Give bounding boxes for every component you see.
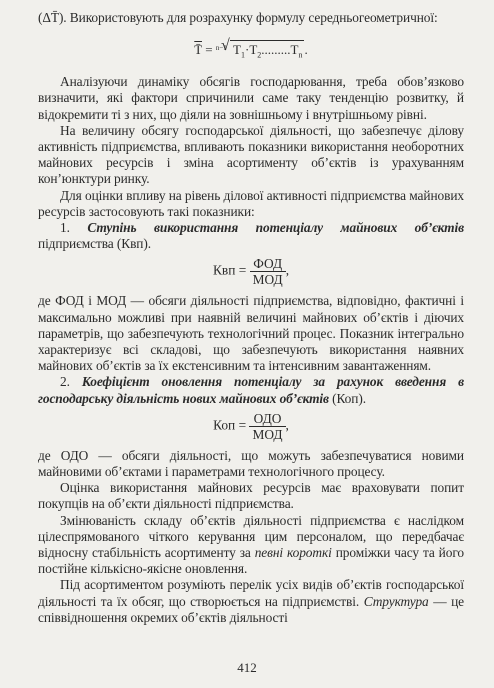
p10-a: Під асортиментом розуміють перелік усіх видів об’єктів господарської діяльності та їх обсяг, що створюється на підприємстві.: [38, 577, 464, 609]
paragraph-7: де ОДО — обсяги діяльності, що можуть забезпечуватися новими майновими об’єктами і параметрами технологічного процесу.: [38, 447, 464, 480]
formula-body: [194, 32, 307, 60]
formula-eq: =: [205, 42, 213, 58]
dot-a: ·: [244, 42, 250, 58]
dots: .........: [261, 42, 291, 58]
formula-kvp-fraction: [250, 256, 286, 287]
formula-lhs: T̄: [194, 42, 202, 58]
p4-suffix: підприємства (Квп).: [38, 236, 151, 252]
paragraph-4: [38, 220, 464, 252]
formula-kop: [38, 411, 464, 445]
formula-kop-num: ОДО: [249, 411, 285, 427]
p6-prefix: 2.: [60, 374, 82, 390]
page-number: 412: [237, 660, 257, 675]
formula-kvp-lhs: Квп =: [212, 263, 247, 279]
paragraph-8: Оцінка використання майнових ресурсів має враховувати попит покупців на об’єкти діяльності підприємства.: [38, 480, 464, 512]
root-index: n−1: [215, 44, 227, 53]
formula-kop-lhs: Коп =: [213, 417, 247, 433]
p10-b: — це співвідношення окремих об’єктів діяльності: [38, 593, 464, 625]
formula-kop-tail: ,: [285, 417, 289, 433]
radical: [230, 40, 304, 60]
sub-b: 2: [257, 50, 262, 60]
p9-a: Змінюваність складу об’єктів діяльності підприємства є наслідком цілеспрямованого чіткого керування цим персоналом, що передбачає відносну стабільність асортименту за: [38, 512, 464, 561]
paragraph-6: [38, 374, 464, 406]
term-c: T: [290, 42, 299, 58]
p6-term: Коефіцієнт оновлення потенціалу за рахунок введення в господарську діяльність нових майнових об’єктів: [38, 374, 464, 406]
paragraph-5: де ФОД і МОД — обсяги діяльності підприємства, відповідно, фактичні і максимально можливі при наявній величині майнових об’єктів і діючих параметрів, що забезпечують технологічний процес. Показник інтегрально характеризує всі складові, що забезпечують використання наявних майнових об’єктів за їх екстенсивним та інтенсивним завантаженням.: [38, 293, 464, 374]
paragraph-3: Для оцінки впливу на рівень ділової активності підприємства майнових ресурсів застосовують такі показники:: [38, 187, 464, 219]
formula-kvp-num: ФОД: [250, 256, 286, 272]
term-a: T: [233, 42, 241, 58]
paragraph-9: [38, 513, 464, 578]
formula-kop-fraction: [249, 411, 285, 442]
term-b: T: [249, 42, 258, 58]
paragraph-intro: (ΔT̄). Використовують для розрахунку формулу середньогеометричної:: [38, 10, 438, 25]
formula-kvp-tail: ,: [285, 263, 290, 279]
paragraph-10: [38, 577, 464, 626]
p9-italic: певні короткі: [254, 545, 332, 561]
geometric-mean-formula: [38, 32, 464, 66]
formula-kop-den: МОД: [252, 426, 283, 442]
p10-italic: Структура: [363, 593, 429, 609]
formula-kvp-den: МОД: [252, 272, 283, 288]
p4-term: Ступінь використання потенціалу майнових об’єктів: [87, 220, 464, 236]
paragraph-1: Аналізуючи динаміку обсягів господарювання, треба обов’язково визначити, які фактори спричинили саме таку тенденцію розвитку, й відокремити ті з них, що діяли на зовнішньому і внутрішньому рівні.: [38, 74, 464, 122]
sub-a: 1: [240, 50, 245, 60]
p9-b: проміжки часу та його постійне кількісно-якісне оновлення.: [38, 545, 464, 577]
sub-c: n: [298, 50, 303, 60]
p4-prefix: 1.: [60, 220, 88, 236]
formula-tail: .: [304, 42, 308, 58]
paragraph-2: На величину обсягу господарської діяльності, що забезпечує ділову активність підприємства, впливають показники використання необоротних майнових ресурсів і зміна асортименту об’єктів із урахуванням кон’юнктури ринку.: [38, 122, 464, 187]
p6-suffix: (Коп).: [328, 390, 366, 406]
formula-kvp: [38, 256, 464, 290]
